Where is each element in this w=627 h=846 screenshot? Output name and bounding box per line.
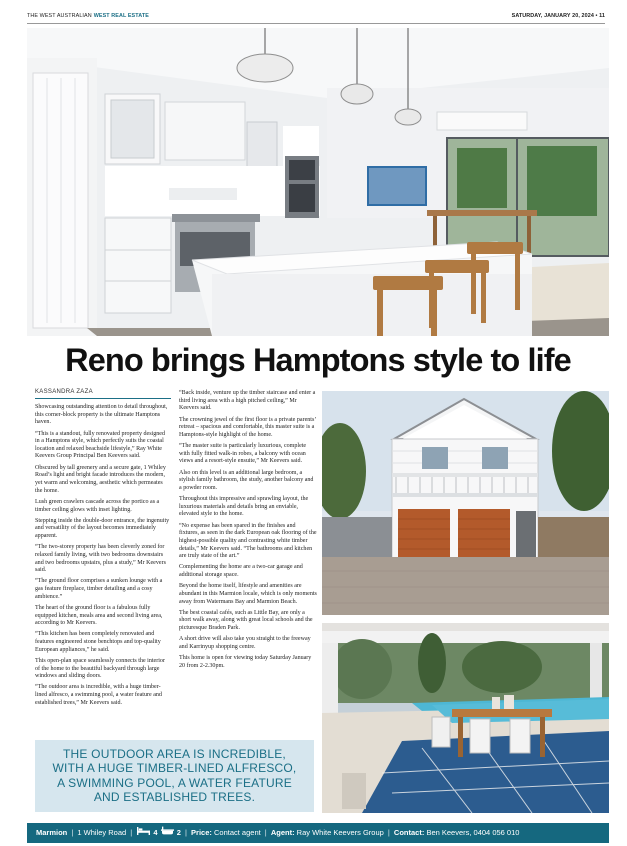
date-page-number: SATURDAY, JANUARY 20, 2024 • 11 <box>511 13 605 19</box>
byline: KASSANDRA ZAZA <box>35 389 93 395</box>
photo-alfresco-pool <box>322 623 609 813</box>
section-name: WEST REAL ESTATE <box>93 13 149 19</box>
pull-quote-text <box>35 740 314 805</box>
paragraph: “The two-storey property has been cleverly zoned for relaxed family living, with two bedrooms downstairs and two bedrooms upstairs, plus a study,” Mr Keevers said. <box>35 544 166 574</box>
bath-count: 2 <box>176 828 181 837</box>
publication-line <box>27 13 149 19</box>
paragraph: “This kitchen has been completely renovated and features engineered stone benchtops and top-quality European appliances,” he said. <box>35 631 161 653</box>
paragraph: Showcasing outstanding attention to detail throughout, this corner-block property is the ultimate Hamptons haven. <box>35 404 168 426</box>
pull-quote-line: A SWIMMING POOL, A WATER FEATURE <box>57 775 292 790</box>
page-header <box>27 11 605 23</box>
suburb: Marmion <box>36 828 68 837</box>
paragraph: Also on this level is an additional large bedroom, a stylish family bathroom, the study, another balcony and a powder room. <box>179 469 314 491</box>
pull-quote-line: AND ESTABLISHED TREES. <box>93 790 256 805</box>
paragraph: Lush green crawlers cascade across the portico as a timber ceiling glows with inset lighting. <box>35 498 160 513</box>
paragraph: Obscured by tall greenery and a secure gate, 1 Whiley Road’s light and bright facade introduces the modern, yet warm and welcoming, aesthetic which permeates the home. <box>35 464 166 494</box>
paragraph: The best coastal cafés, such as Little Bay, are only a short walk away, along with great local schools and the picturesque Braden Park. <box>179 609 313 632</box>
photo-garage-facade <box>322 391 609 615</box>
paragraph: The heart of the ground floor is a fabulous fully equipped kitchen, meals area and second living area, according to Mr Keevers. <box>35 604 163 627</box>
price-value: Contact agent <box>214 828 261 837</box>
paragraph: This open-plan space seamlessly connects the interior of the home to the beautiful backyard through large windows and sliding doors. <box>35 657 165 680</box>
paragraph: “No expense has been spared in the finishes and fixtures, as seen in the dark European oak flooring of the highest-possible quality and contrasting white timber details,” Mr Keevers said. “The bathrooms and kitchen are truly state of the art.” <box>179 522 317 560</box>
pull-quote-line: WITH A HUGE TIMBER-LINED ALFRESCO, <box>52 761 297 776</box>
byline-rule <box>35 398 171 399</box>
paragraph: “The master suite is particularly luxurious, complete with fully fitted walk-in robes, a balcony with ocean views and a resort-style ensuite,” Mr Keevers said. <box>179 443 307 465</box>
paragraph: “This is a standout, fully renovated property designed in a Hamptons style, which perfectly suits the coastal location and relaxed beachside lifestyle,” Ray White Keevers Group Principal Ben Keevers said. <box>35 430 165 460</box>
article-column-1 <box>35 404 171 711</box>
paragraph: Throughout this impressive and sprawling layout, the luxurious materials and details bring an enviable, elevated style to the home. <box>179 496 309 518</box>
price-label: Price: <box>191 828 212 837</box>
paragraph: This home is open for viewing today Saturday January 20 from 2-2.30pm. <box>179 655 312 669</box>
listing-footer-bar: Marmion | 1 Whiley Road | 4 2 | Price: Contact agent | Agent: Ray White Keevers Group | Contact: Ben Keevers, 0404 056 010 <box>27 823 609 843</box>
bed-count: 4 <box>153 828 158 837</box>
bed-icon <box>137 823 150 843</box>
paragraph: The crowning jewel of the first floor is a private parents’ retreat – spacious and comfortable, this master suite is a Hamptons-style highlight of the home. <box>179 416 316 438</box>
bath-icon <box>161 823 174 843</box>
address: 1 Whiley Road <box>77 828 127 837</box>
article-column-2 <box>179 390 317 674</box>
paragraph: “Back inside, venture up the timber staircase and enter a third living area with a high pitched ceiling,” Mr Keevers said. <box>179 390 316 412</box>
agent-label: Agent: <box>270 828 295 837</box>
pull-quote <box>35 740 314 812</box>
agent-value: Ray White Keevers Group <box>296 828 384 837</box>
contact-label: Contact: <box>393 828 425 837</box>
publication-name: THE WEST AUSTRALIAN <box>27 13 92 19</box>
header-rule <box>27 23 605 24</box>
paragraph: Stepping inside the double-door entrance, the ingenuity and versatility of the layout becomes immediately apparent. <box>35 517 170 540</box>
paragraph: Complementing the home are a two-car garage and additional storage space. <box>179 564 303 579</box>
paragraph: Beyond the home itself, lifestyle and amenities are abundant in this Marmion locale, which is only moments away from Watermans Bay and Marmion Beach. <box>179 583 317 605</box>
paragraph: “The outdoor area is incredible, with a huge timber-lined alfresco, a swimming pool, a water feature and established trees,” Mr Keevers said. <box>35 684 162 706</box>
headline: Reno brings Hamptons style to life <box>65 342 571 378</box>
paragraph: A short drive will also take you straight to the freeway and Karrinyup shopping centre. <box>179 636 311 650</box>
hero-photo-kitchen <box>27 28 609 336</box>
pull-quote-line: THE OUTDOOR AREA IS INCREDIBLE, <box>63 747 286 761</box>
contact-value: Ben Keevers, 0404 056 010 <box>426 828 520 837</box>
paragraph: “The ground floor comprises a sunken lounge with a gas feature fireplace, timber detailing and a cosy ambience.” <box>35 578 163 600</box>
